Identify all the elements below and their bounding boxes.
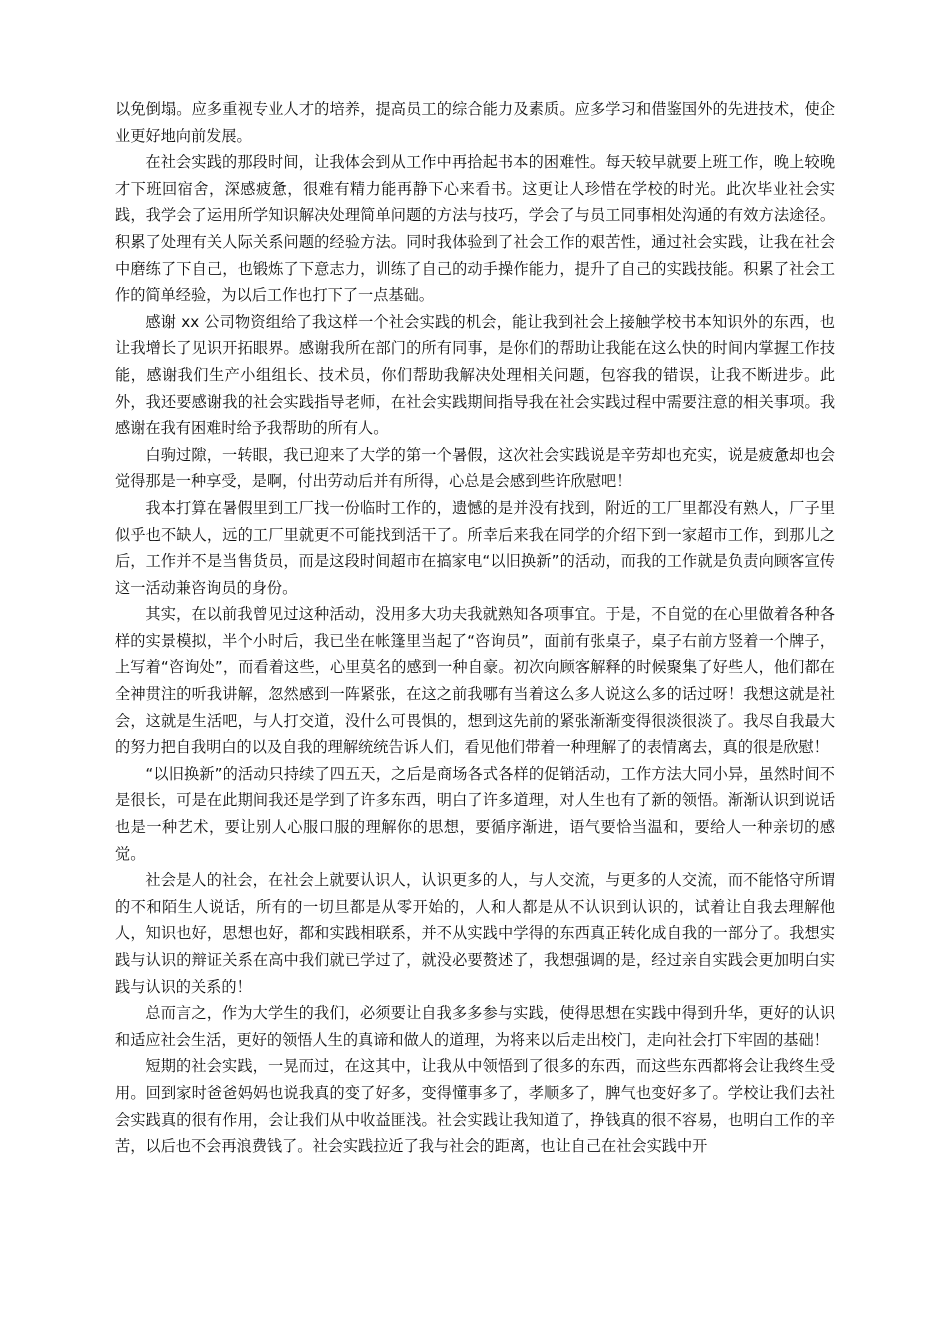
paragraph-9: 总而言之，作为大学生的我们，必须要让自我多多参与实践，使得思想在实践中得到升华，更好的认识和适应社会生活，更好的领悟人生的真谛和做人的道理，为将来以后走出校门，走向社会打下牢固的基础！ xyxy=(115,1004,835,1049)
paragraph-10: 短期的社会实践，一晃而过，在这其中，让我从中领悟到了很多的东西，而这些东西都将会让我终生受用。回到家时爸爸妈妈也说我真的变了好多，变得懂事多了，孝顺多了，脾气也变好多了。学校让我们去社会实践真的很有作用，会让我们从中收益匪浅。社会实践让我知道了，挣钱真的很不容易，也明白工作的辛苦，以后也不会再浪费钱了。社会实践拉近了我与社会的距离，也让自己在社会实践中开 xyxy=(115,1057,835,1156)
paragraph-3: 感谢 xx 公司物资组给了我这样一个社会实践的机会，能让我到社会上接触学校书本知识外的东西，也让我增长了见识开拓眼界。感谢我所在部门的所有同事，是你们的帮助让我能在这么快的时间内掌握工作技能，感谢我们生产小组组长、技术员，你们帮助我解决处理相关问题，包容我的错误，让我不断进步。此外，我还要感谢我的社会实践指导老师，在社会实践期间指导我在社会实践过程中需要注意的相关事项。我感谢在我有困难时给予我帮助的所有人。 xyxy=(115,312,835,438)
paragraph-2: 在社会实践的那段时间，让我体会到从工作中再拾起书本的困难性。每天较早就要上班工作，晚上较晚才下班回宿舍，深感疲惫，很难有精力能再静下心来看书。这更让人珍惜在学校的时光。此次毕业社会实践，我学会了运用所学知识解决处理简单问题的方法与技巧，学会了与员工同事相处沟通的有效方法途径。积累了处理有关人际关系问题的经验方法。同时我体验到了社会工作的艰苦性，通过社会实践，让我在社会中磨练了下自己，也锻炼了下意志力，训练了自己的动手操作能力，提升了自己的实践技能。积累了社会工作的简单经验，为以后工作也打下了一点基础。 xyxy=(115,153,835,305)
document-page xyxy=(115,96,835,1160)
paragraph-7: “以旧换新”的活动只持续了四五天，之后是商场各式各样的促销活动，工作方法大同小异，虽然时间不是很长，可是在此期间我还是学到了许多东西，明白了许多道理，对人生也有了新的领悟。渐渐认识到说话也是一种艺术，要让别人心服口服的理解你的思想，要循序渐进，语气要恰当温和，要给人一种亲切的感觉。 xyxy=(115,764,835,863)
paragraph-4: 白驹过隙，一转眼，我已迎来了大学的第一个暑假，这次社会实践说是辛劳却也充实，说是疲惫却也会觉得那是一种享受，是啊，付出劳动后并有所得，心总是会感到些许欣慰吧！ xyxy=(115,445,835,491)
paragraph-8: 社会是人的社会，在社会上就要认识人，认识更多的人，与人交流，与更多的人交流，而不能恪守所谓的不和陌生人说话，所有的一切旦都是从零开始的，人和人都是从不认识到认识的，试着让自我去理解他人，知识也好，思想也好，都和实践相联系，并不从实践中学得的东西真正转化成自我的一部分了。我想实践与认识的辩证关系在高中我们就已学过了，就没必要赘述了，我想强调的是，经过亲自实践会更加明白实践与认识的关系的！ xyxy=(115,871,835,996)
paragraph-5: 我本打算在暑假里到工厂找一份临时工作的，遗憾的是并没有找到，附近的工厂里都没有熟人，厂子里似乎也不缺人，远的工厂里就更不可能找到活干了。所幸后来我在同学的介绍下到一家超市工作，到那儿之后，工作并不是当售货员，而是这段时间超市在搞家电“以旧换新”的活动，而我的工作就是负责向顾客宣传这一活动兼咨询员的身份。 xyxy=(115,498,835,597)
paragraph-6: 其实，在以前我曾见过这种活动，没用多大功夫我就熟知各项事宜。于是，不自觉的在心里做着各种各样的实景模拟，半个小时后，我已坐在帐篷里当起了“咨询员”，面前有张桌子，桌子右前方竖着一个牌子，上写着“咨询处”，而看着这些，心里莫名的感到一种自豪。初次向顾客解释的时候聚集了好些人，他们都在全神贯注的听我讲解，忽然感到一阵紧张，在这之前我哪有当着这么多人说这么多的话过呀！我想这就是社会，这就是生活吧，与人打交道，没什么可畏惧的，想到这先前的紧张渐渐变得很淡很淡了。我尽自我最大的努力把自我明白的以及自我的理解统统告诉人们，看见他们带着一种理解了的表情离去，真的很是欣慰！ xyxy=(115,605,835,757)
paragraph-1: 以免倒塌。应多重视专业人才的培养，提高员工的综合能力及素质。应多学习和借鉴国外的先进技术，使企业更好地向前发展。 xyxy=(115,100,835,145)
